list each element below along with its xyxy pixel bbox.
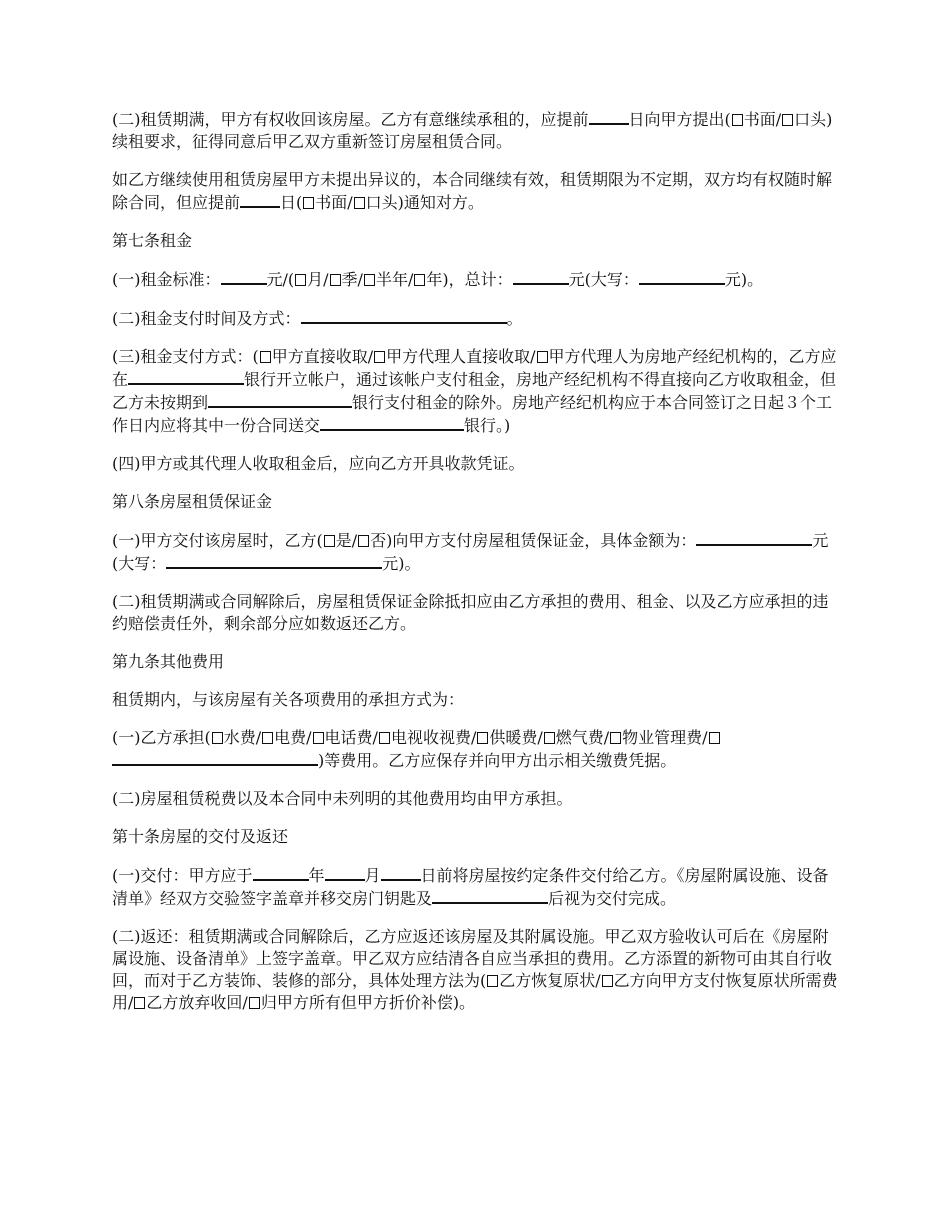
text: 元(大写： xyxy=(568,270,639,289)
checkbox[interactable] xyxy=(260,351,271,363)
text: 电费/ xyxy=(274,728,312,747)
text: 水费/ xyxy=(223,728,262,747)
text: 乙方放弃收回/ xyxy=(146,993,248,1012)
checkbox[interactable] xyxy=(414,274,425,286)
text: 乙方向甲方支付恢复原状所需费用/ xyxy=(112,971,838,1012)
text: 日向甲方提出( xyxy=(628,110,731,129)
checkbox[interactable] xyxy=(374,351,385,363)
tenant-fees xyxy=(112,727,842,772)
rent-payment-time xyxy=(112,307,842,330)
renewal-clause xyxy=(112,108,842,153)
checkbox[interactable] xyxy=(709,732,720,744)
text: (一)乙方承担( xyxy=(112,728,211,747)
text: 元)。 xyxy=(724,270,764,289)
text: 书面/ xyxy=(743,110,782,129)
contract-page xyxy=(112,108,842,1030)
text: 是/ xyxy=(335,531,358,550)
text: 归甲方所有但甲方折价补偿)。 xyxy=(260,993,476,1012)
text: 银行支付租金的除外。房地产经纪机构应于本合同签订之日起３个工作日内应将其中一份合同送交 xyxy=(112,393,833,435)
text: 元/( xyxy=(266,270,295,289)
blank-field[interactable] xyxy=(208,391,352,408)
blank-field[interactable] xyxy=(301,307,507,324)
rent-receipt: (四)甲方或其代理人收取租金后，应向乙方开具收款凭证。 xyxy=(112,454,525,473)
text: 银行开立帐户，通过该帐户支付租金，房地产经纪机构不得直接向乙方收取租金，但乙方未按期到 xyxy=(112,370,837,412)
rent-standard xyxy=(112,268,842,291)
blank-field[interactable] xyxy=(696,529,812,546)
text: 。 xyxy=(506,309,523,328)
checkbox[interactable] xyxy=(303,197,314,209)
landlord-fees: (二)房屋租赁税费以及本合同中未列明的其他费用均由甲方承担。 xyxy=(112,789,573,808)
article-9-title: 第九条其他费用 xyxy=(112,652,225,671)
checkbox[interactable] xyxy=(249,997,260,1009)
text: 供暖费/ xyxy=(489,728,543,747)
indefinite-term-clause xyxy=(112,169,842,214)
text: 电视收视费/ xyxy=(390,728,477,747)
deposit-amount xyxy=(112,529,842,575)
blank-field[interactable] xyxy=(320,414,464,431)
text: 半年/ xyxy=(375,270,414,289)
checkbox[interactable] xyxy=(544,732,555,744)
checkbox[interactable] xyxy=(364,274,375,286)
blank-field[interactable] xyxy=(381,864,421,881)
text: 电话费/ xyxy=(324,728,378,747)
text: 元)。 xyxy=(382,554,421,573)
text: 日( xyxy=(280,193,303,212)
blank-field[interactable] xyxy=(240,191,280,208)
text: 日前将房屋按约定条件交付给乙方。《房屋附属设施、设备清单》经双方交验签字盖章并移交房门钥匙及 xyxy=(112,866,829,908)
text: (三)租金支付方式：( xyxy=(112,347,259,366)
checkbox[interactable] xyxy=(537,351,548,363)
blank-field[interactable] xyxy=(325,864,365,881)
text: 燃气费/ xyxy=(555,728,610,747)
text: (二)租金支付时间及方式： xyxy=(112,309,301,328)
text: 甲方直接收取/ xyxy=(271,347,374,366)
text: (一)甲方交付该房屋时，乙方( xyxy=(112,531,323,550)
checkbox[interactable] xyxy=(262,732,273,744)
return-clause xyxy=(112,926,842,1014)
blank-field[interactable] xyxy=(639,268,725,285)
checkbox[interactable] xyxy=(354,197,365,209)
article-7-title: 第七条租金 xyxy=(112,231,193,250)
text: 口头)续租要求，征得同意后甲乙双方重新签订房屋租赁合同。 xyxy=(112,110,833,151)
checkbox[interactable] xyxy=(134,997,145,1009)
text: 月 xyxy=(364,866,381,885)
text: 月/ xyxy=(307,270,329,289)
text: 口头)通知对方。 xyxy=(365,193,484,212)
text: 年 xyxy=(308,866,325,885)
text: 否)向甲方支付房屋租赁保证金，具体金额为： xyxy=(370,531,697,550)
text: 银行。) xyxy=(464,416,511,435)
text: 后视为交付完成。 xyxy=(548,889,677,908)
text: 书面/ xyxy=(315,193,353,212)
checkbox[interactable] xyxy=(324,535,335,547)
article-8-title: 第八条房屋租赁保证金 xyxy=(112,492,273,511)
fees-intro: 租赁期内，与该房屋有关各项费用的承担方式为： xyxy=(112,690,465,709)
text: (一)交付：甲方应于 xyxy=(112,866,253,885)
text: (二)返还：租赁期满或合同解除后，乙方应返还该房屋及其附属设施。甲乙双方验收认可后在《房屋附属设施、设备清单》上签字盖章。甲乙双方应结清各自应当承担的费用。乙方添置的新物可由其自行收回，而对于乙方装饰、装修的部分，具体处理方法为( xyxy=(112,927,833,990)
checkbox[interactable] xyxy=(212,732,223,744)
text: 乙方恢复原状/ xyxy=(499,971,601,990)
text: )等费用。乙方应保存并向甲方出示相关缴费凭据。 xyxy=(318,751,677,770)
checkbox[interactable] xyxy=(313,732,324,744)
blank-field[interactable] xyxy=(166,552,382,569)
delivery-clause xyxy=(112,864,842,910)
rent-payment-method xyxy=(112,346,842,437)
blank-field[interactable] xyxy=(589,108,629,125)
checkbox[interactable] xyxy=(330,274,341,286)
blank-field[interactable] xyxy=(112,749,318,766)
checkbox[interactable] xyxy=(610,732,621,744)
text: 甲方代理人直接收取/ xyxy=(386,347,536,366)
text: (二)租赁期满，甲方有权收回该房屋。乙方有意继续承租的，应提前 xyxy=(112,110,589,129)
blank-field[interactable] xyxy=(221,268,267,285)
text: 物业管理费/ xyxy=(622,728,708,747)
blank-field[interactable] xyxy=(432,887,548,904)
text: 年)，总计： xyxy=(426,270,513,289)
text: 甲方代理人为房地产经纪机构的，乙方应在 xyxy=(112,347,837,389)
checkbox[interactable] xyxy=(782,114,793,126)
checkbox[interactable] xyxy=(602,975,613,987)
text: (一)租金标准： xyxy=(112,270,221,289)
text: 如乙方继续使用租赁房屋甲方未提出异议的，本合同继续有效，租赁期限为不定期，双方均有权随时解除合同，但应提前 xyxy=(112,170,833,212)
text: 季/ xyxy=(341,270,363,289)
checkbox[interactable] xyxy=(379,732,390,744)
checkbox[interactable] xyxy=(732,114,743,126)
checkbox[interactable] xyxy=(477,732,488,744)
article-10-title: 第十条房屋的交付及返还 xyxy=(112,827,289,846)
checkbox[interactable] xyxy=(295,274,306,286)
blank-field[interactable] xyxy=(253,864,309,881)
blank-field[interactable] xyxy=(128,368,244,385)
deposit-return: (二)租赁期满或合同解除后，房屋租赁保证金除抵扣应由乙方承担的费用、租金、以及乙方应承担的违约赔偿责任外，剩余部分应如数返还乙方。 xyxy=(112,592,829,633)
blank-field[interactable] xyxy=(513,268,569,285)
checkbox[interactable] xyxy=(487,975,498,987)
checkbox[interactable] xyxy=(358,535,369,547)
text: 元(大写： xyxy=(112,531,829,573)
